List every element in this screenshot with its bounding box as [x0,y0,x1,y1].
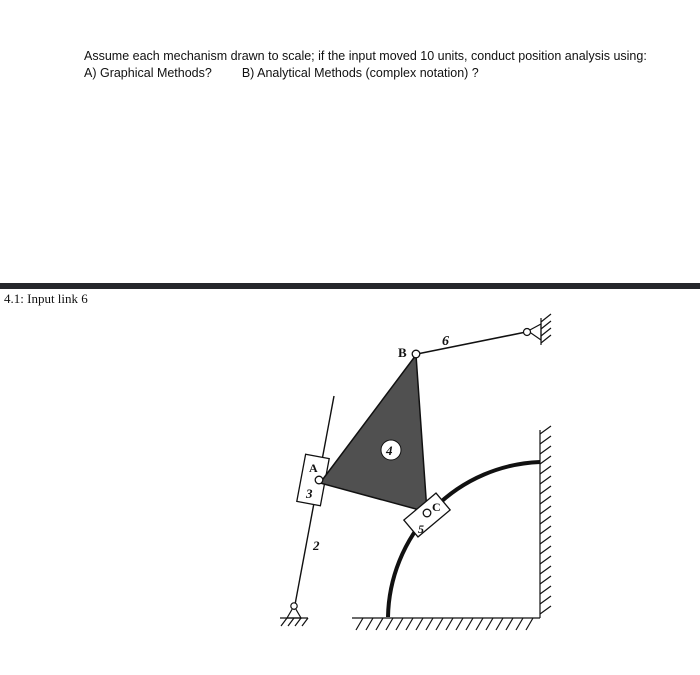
ground-pivot-left [280,603,308,626]
label-link-5: 5 [418,522,424,536]
label-point-a: A [309,461,318,475]
ground-bottom [352,618,540,630]
figure-caption: 4.1: Input link 6 [4,291,88,306]
joint-a [315,476,323,484]
mechanism-diagram [0,300,700,675]
label-link-4: 4 [386,443,393,458]
section-divider [0,283,700,289]
label-link-6: 6 [442,334,449,349]
ground-pivot-right [524,314,552,345]
label-link-2: 2 [313,538,320,553]
part-b-label: B) Analytical Methods (complex notation) ? [241,66,479,80]
label-point-b: B [398,345,407,360]
joint-b [412,350,420,358]
triangle-link-4 [320,355,427,512]
joint-c [423,509,431,517]
link-6 [417,332,526,354]
question-line-1: Assume each mechanism drawn to scale; if the input moved 10 units, conduct position analysis using: [84,49,647,63]
question-line-2 [84,65,684,82]
label-link-3: 3 [306,486,313,501]
part-a-label: A) Graphical Methods? [84,66,212,80]
ground-right-wall [540,426,551,618]
question-text [84,48,684,82]
label-point-c: C [432,500,441,514]
